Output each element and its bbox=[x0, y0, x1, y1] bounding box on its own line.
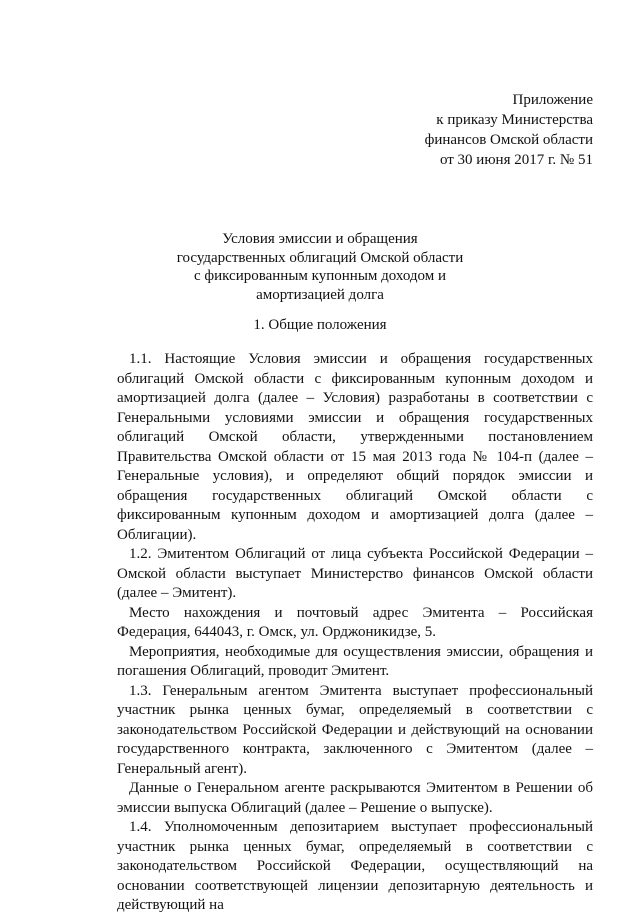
paragraph: Место нахождения и почтовый адрес Эмитента – Российская Федерация, 644043, г. Омск, ул. Орджоникидзе, 5. bbox=[117, 604, 593, 640]
document-body bbox=[117, 350, 593, 916]
paragraph: Данные о Генеральном агенте раскрываются Эмитентом в Решении об эмиссии выпуска Облигаций (далее – Решение о выпуске). bbox=[117, 780, 593, 816]
document-title bbox=[0, 230, 640, 304]
appendix-line: к приказу Министерства bbox=[436, 112, 593, 128]
title-line: с фиксированным купонным доходом и bbox=[193, 268, 447, 284]
paragraph: 1.4. Уполномоченным депозитарием выступает профессиональный участник рынка ценных бумаг, определяемый в соответствии с законодательством Российской Федерации, осуществляющий на основании соответствующей лицензии депозитарную деятельность и действующий на bbox=[117, 819, 593, 913]
appendix-line: финансов Омской области bbox=[424, 132, 593, 148]
section-heading: 1. Общие положения bbox=[253, 317, 387, 333]
paragraph: 1.2. Эмитентом Облигаций от лица субъекта Российской Федерации – Омской области выступает Министерство финансов Омской области (далее – Эмитент). bbox=[117, 546, 593, 601]
paragraph: 1.1. Настоящие Условия эмиссии и обращения государственных облигаций Омской области с фиксированным купонным доходом и амортизацией долга (далее – Условия) разработаны в соответствии с Генеральными условиями эмиссии и обращения государственных облигаций Омской области, утвержденными постановлением Правительства Омской области от 15 мая 2013 года № 104-п (далее – Генеральные условия), и определяют общий порядок эмиссии и обращения государственных облигаций Омской области с фиксированным купонным доходом и амортизацией долга (далее – Облигации). bbox=[117, 351, 593, 543]
title-line: государственных облигаций Омской области bbox=[176, 249, 464, 266]
paragraph: 1.3. Генеральным агентом Эмитента выступает профессиональный участник рынка ценных бумаг, определяемый в соответствии с законодательством Российской Федерации и действующий на основании государственного контракта, заключенного с Эмитентом (далее – Генеральный агент). bbox=[117, 682, 593, 777]
paragraph: Мероприятия, необходимые для осуществления эмиссии, обращения и погашения Облигаций, проводит Эмитент. bbox=[117, 643, 593, 679]
appendix-line: Приложение bbox=[512, 92, 593, 108]
appendix-line: от 30 июня 2017 г. № 51 bbox=[439, 152, 593, 168]
title-line: Условия эмиссии и обращения bbox=[222, 231, 418, 247]
appendix-header bbox=[333, 90, 593, 170]
title-line: амортизацией долга bbox=[256, 286, 384, 303]
